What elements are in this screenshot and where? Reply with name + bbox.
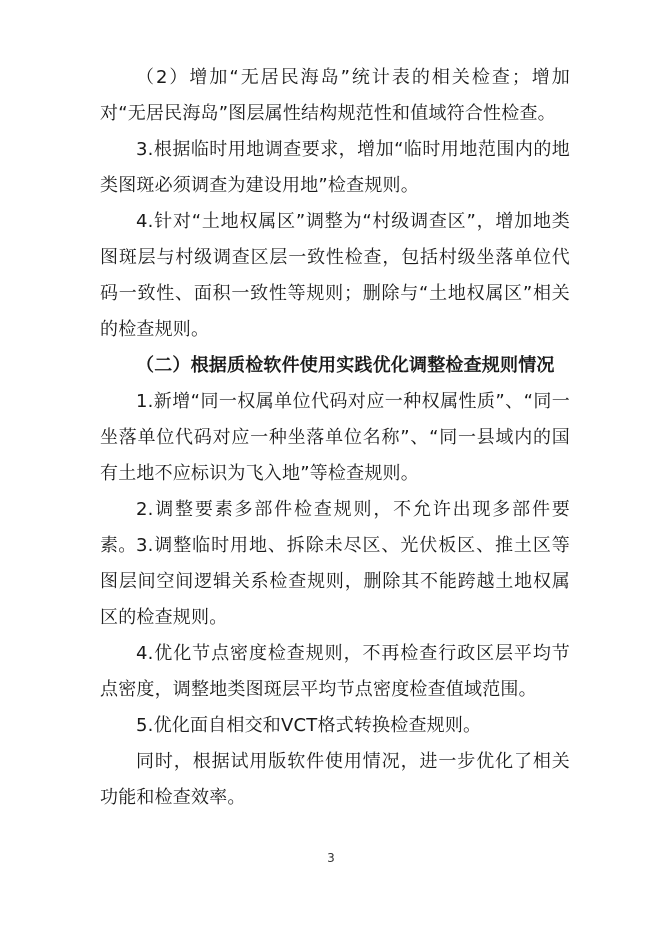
paragraph-self-intersection-vct-rule: 5.优化面自相交和VCT格式转换检查规则。 [136,715,482,736]
paragraph-village-survey-area-rule: 4.针对“土地权属区”调整为“村级调查区”，增加地类图斑层与村级调查区层一致性检查，包括村级坐落单位代码一致性、面积一致性等规则；删除与“土地权属区”相关的检查规则。 [100,211,570,340]
paragraph-spatial-logic-rule: 3.调整临时用地、拆除未尽区、光伏板区、推土区等图层间空间逻辑关系检查规则，删除其不能跨越土地权属区的检查规则。 [100,535,570,628]
paragraph-multipart-rule: 2.调整要素多部件检查规则，不允许出现多部件要素。 [100,499,570,556]
paragraph-new-rules: 1.新增“同一权属单位代码对应一种权属性质”、“同一坐落单位代码对应一种坐落单位名称”、“同一县域内的国有土地不应标识为飞入地”等检查规则。 [100,391,570,484]
paragraph-node-density-rule: 4.优化节点密度检查规则，不再检查行政区层平均节点密度，调整地类图斑层平均节点密度检查值域范围。 [100,643,570,700]
paragraph-temporary-land-rule: 3.根据临时用地调查要求，增加“临时用地范围内的地类图斑必须调查为建设用地”检查规则。 [100,139,570,196]
section-heading-optimization: （二）根据质检软件使用实践优化调整检查规则情况 [136,355,555,376]
paragraph-uninhabited-island-checks: （2）增加“无居民海岛”统计表的相关检查；增加对“无居民海岛”图层属性结构规范性和值域符合性检查。 [100,67,570,124]
paragraph-efficiency-summary: 同时，根据试用版软件使用情况，进一步优化了相关功能和检查效率。 [100,751,570,808]
page-number: 3 [327,851,335,865]
